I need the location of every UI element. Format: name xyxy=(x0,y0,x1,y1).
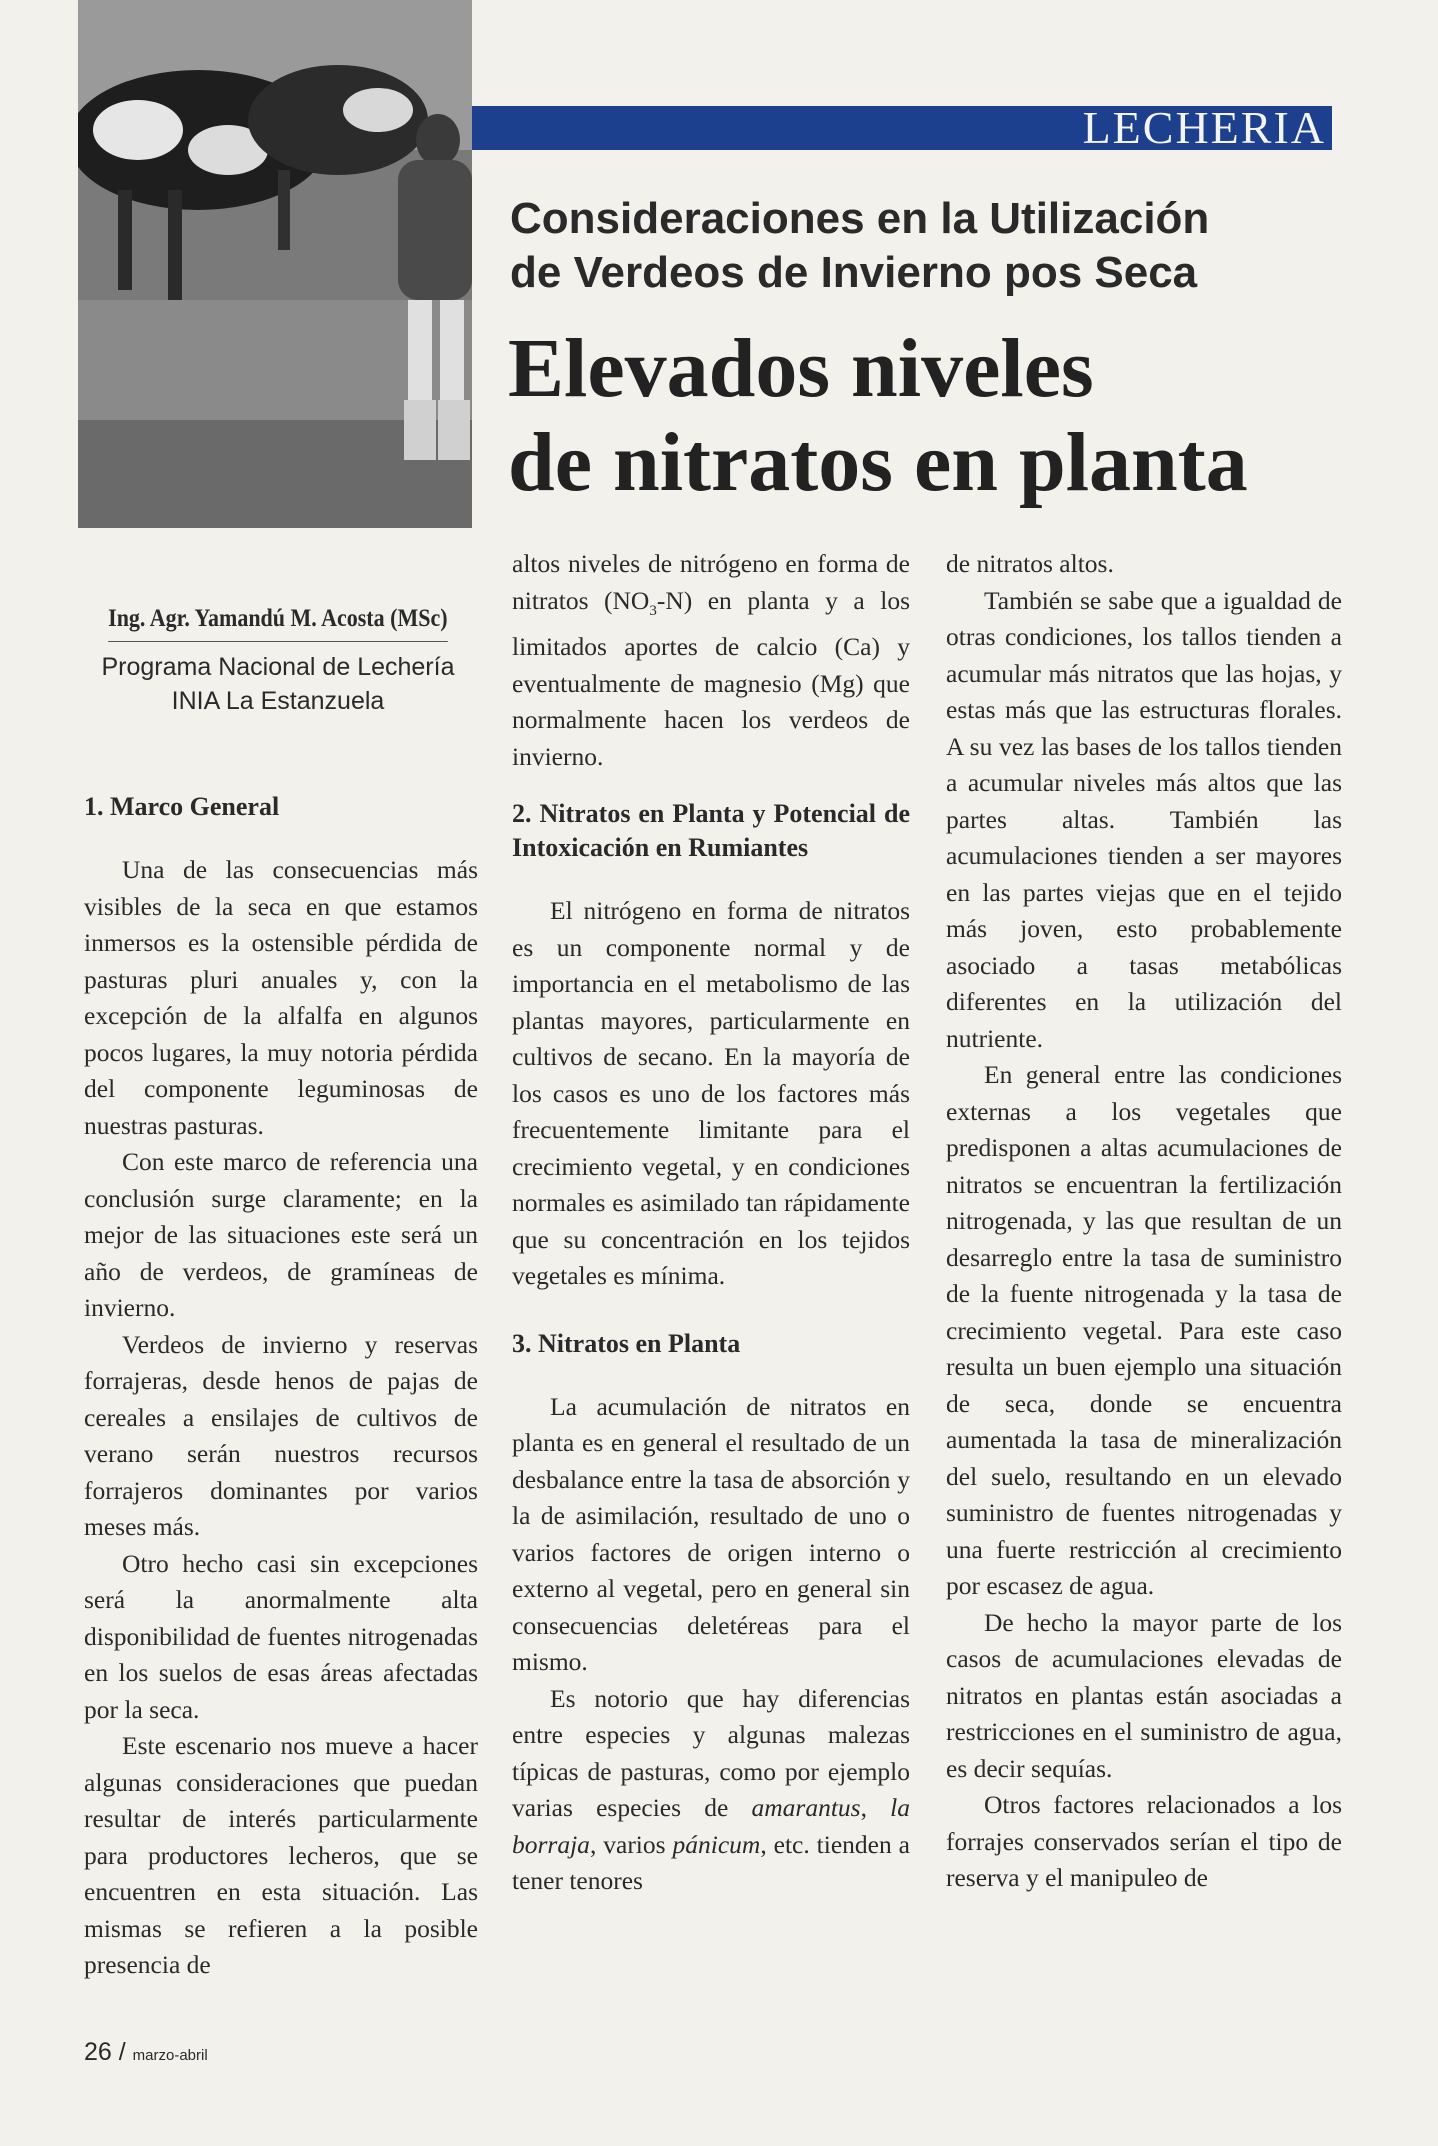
paragraph: En general entre las condiciones externas a los vegetales que predisponen a altas acumulaciones de nitratos se encuentran la fertilización nitrogenada, y las que resultan de un desarreglo entre la tasa de suministro de la fuente nitrogenada y la tasa de crecimiento vegetal. Para este caso resulta un buen ejemplo una situación de seca, donde se encuentra aumentada la tasa de mineralización del suelo, resultando en un elevado suministro de fuentes nitrogenadas y una fuerte restricción al crecimiento por escasez de agua. xyxy=(946,1060,1342,1600)
author-affiliation-1: Programa Nacional de Lechería xyxy=(101,653,455,681)
column-1 xyxy=(84,790,478,1984)
column-2 xyxy=(512,546,910,1900)
paragraph: Una de las consecuencias más visibles de la seca en que estamos inmersos es la ostensible pérdida de pasturas pluri anuales y, con la excepción de la alfalfa en algunos pocos lugares, la muy notoria pérdida del componente leguminosas de nuestras pasturas. xyxy=(84,855,478,1140)
headline-line-1: Elevados niveles xyxy=(508,322,1094,415)
section-heading-3: 3. Nitratos en Planta xyxy=(512,1328,741,1358)
subtitle-line-2: de Verdeos de Invierno pos Seca xyxy=(510,248,1198,297)
paragraph: Este escenario nos mueve a hacer algunas consideraciones que puedan resultar de interés particularmente para productores lecheros, que se encuentren en esta situación. Las mismas se refieren a la posible presencia de xyxy=(84,1731,478,1979)
author-name: Ing. Agr. Yamandú M. Acosta (MSc) xyxy=(108,605,447,642)
paragraph: Otro hecho casi sin excepciones será la anormalmente alta disponibilidad de fuentes nitrogenadas en los suelos de esas áreas afectadas por la seca. xyxy=(84,1548,478,1724)
article-subtitle xyxy=(510,192,1330,300)
subscript: 3 xyxy=(649,602,657,619)
article-headline xyxy=(508,322,1388,510)
text-run: , xyxy=(860,1793,891,1823)
section-banner: LECHERIA xyxy=(472,106,1332,150)
footer-separator: / xyxy=(111,2038,133,2066)
page-number: 26 xyxy=(84,2038,112,2066)
issue-label: marzo-abril xyxy=(132,2047,208,2064)
paragraph xyxy=(512,546,910,775)
italic-term: pánicum xyxy=(672,1829,761,1859)
headline-line-2: de nitratos en planta xyxy=(508,416,1248,509)
column-3 xyxy=(946,546,1342,1897)
photo-illustration xyxy=(78,0,472,528)
paragraph xyxy=(512,1681,910,1900)
text-run: -N) en planta y a los limitados aportes de calcio (Ca) y eventualmente de magnesio (Mg) que normalmente hacen los verdeos de invierno. xyxy=(512,585,910,771)
subtitle-line-1: Consideraciones en la Utilización xyxy=(510,194,1210,243)
author-affiliation-2: INIA La Estanzuela xyxy=(171,687,385,715)
section-heading-2: 2. Nitratos en Planta y Potencial de Intoxicación en Rumiantes xyxy=(512,799,910,863)
paragraph: Otros factores relacionados a los forrajes conservados serían el tipo de reserva y el manipuleo de xyxy=(946,1790,1342,1892)
italic-term: la borraja xyxy=(512,1793,910,1859)
paragraph: También se sabe que a igualdad de otras condiciones, los tallos tienden a acumular más nitratos que las hojas, y estas más que las estructuras florales. A su vez las bases de los tallos tienden a acumular niveles más altos que las partes altas. También las acumulaciones tienden a ser mayores en las partes viejas que en el tejido más joven, esto probablemente asociado a tasas metabólicas diferentes en la utilización del nutriente. xyxy=(946,585,1342,1053)
paragraph: La acumulación de nitratos en planta es en general el resultado de un desbalance entre la tasa de absorción y la de asimilación, resultado de uno o varios factores de origen interno o externo al vegetal, pero en general sin consecuencias deletéreas para el mismo. xyxy=(512,1391,910,1677)
section-heading-1: 1. Marco General xyxy=(84,792,280,821)
article-photo xyxy=(78,0,472,528)
paragraph: De hecho la mayor parte de los casos de acumulaciones elevadas de nitratos en plantas están asociadas a restricciones en el suministro de agua, es decir sequías. xyxy=(946,1607,1342,1783)
paragraph: Con este marco de referencia una conclusión surge claramente; en la mejor de las situaciones este será un año de verdeos, de gramíneas de invierno. xyxy=(84,1147,478,1322)
text-run: , varios xyxy=(589,1829,673,1859)
italic-term: amarantus xyxy=(751,1793,861,1823)
text-run: , etc. tienden a tener tenores xyxy=(512,1829,910,1896)
paragraph: de nitratos altos. xyxy=(946,549,1114,578)
author-block xyxy=(84,605,472,718)
paragraph: El nitrógeno en forma de nitratos es un componente normal y de importancia en el metabolismo de las plantas mayores, particularmente en cultivos de secano. En la mayoría de los casos es uno de los factores más frecuentemente limitante para el crecimiento vegetal, y en condiciones normales es asimilado tan rápidamente que su concentración en los tejidos vegetales es mínima. xyxy=(512,896,910,1291)
text-run: altos niveles de nitrógeno en forma de nitratos (NO xyxy=(512,549,910,615)
text-run: Es notorio que hay diferencias entre especies y algunas malezas típicas de pasturas, como por ejemplo varias especies de xyxy=(512,1683,910,1823)
paragraph: Verdeos de invierno y reservas forrajeras, desde henos de pajas de cereales a ensilajes de cultivos de verano serán nuestros recursos forrajeros dominantes por varios meses más. xyxy=(84,1329,478,1541)
page-footer xyxy=(84,2038,208,2067)
